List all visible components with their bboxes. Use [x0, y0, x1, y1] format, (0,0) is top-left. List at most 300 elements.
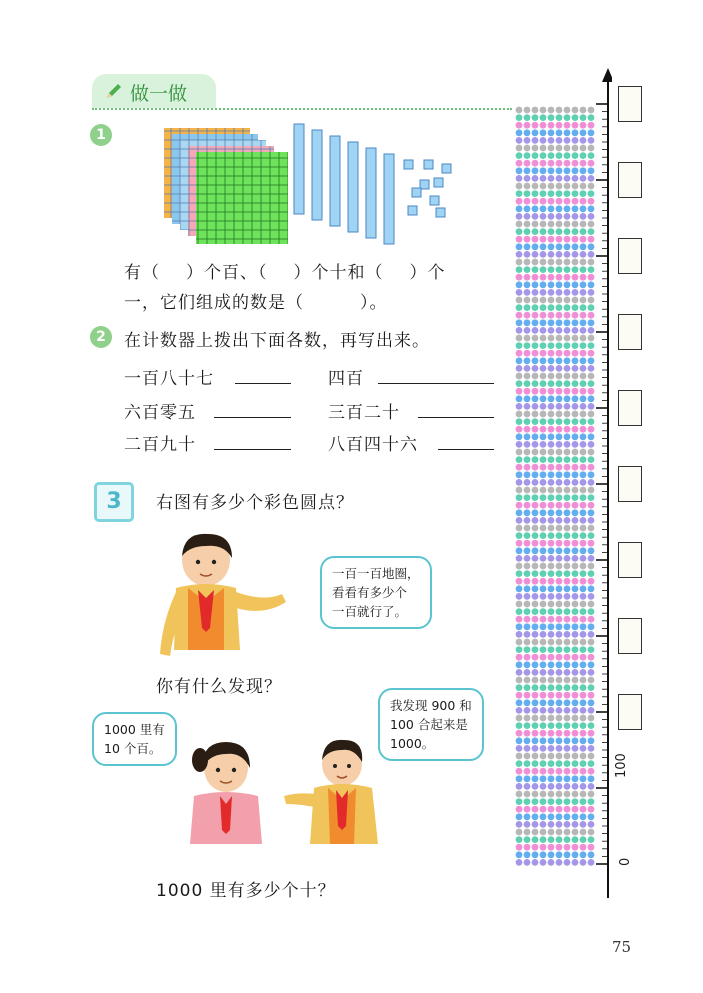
colored-dot [572, 753, 579, 760]
colored-dot [564, 547, 571, 554]
colored-dot [516, 859, 523, 866]
colored-dot [588, 365, 595, 372]
colored-dot [516, 380, 523, 387]
colored-dot [572, 730, 579, 737]
colored-dot [540, 281, 547, 288]
colored-dot [556, 783, 563, 790]
colored-dot [548, 677, 555, 684]
colored-dot [524, 198, 531, 205]
colored-dot [532, 745, 539, 752]
colored-dot [556, 449, 563, 456]
colored-dot [532, 411, 539, 418]
colored-dot [532, 707, 539, 714]
colored-dot [572, 167, 579, 174]
colored-dot [524, 639, 531, 646]
question-2-number: 2 [90, 326, 112, 348]
colored-dot [548, 122, 555, 129]
colored-dot [548, 661, 555, 668]
colored-dot [556, 768, 563, 775]
colored-dot [548, 836, 555, 843]
colored-dot [564, 471, 571, 478]
colored-dot [580, 395, 587, 402]
colored-dot [516, 745, 523, 752]
colored-dot [556, 821, 563, 828]
colored-dot [548, 297, 555, 304]
colored-dot [564, 532, 571, 539]
colored-dot [572, 129, 579, 136]
colored-dot [580, 692, 587, 699]
boy2-speech-bubble: 我发现 900 和 100 合起来是 1000。 [378, 688, 484, 761]
colored-dot [524, 547, 531, 554]
colored-dot [516, 798, 523, 805]
colored-dot [548, 532, 555, 539]
colored-dot [524, 593, 531, 600]
colored-dot [588, 266, 595, 273]
colored-dot [564, 464, 571, 471]
colored-dot [524, 129, 531, 136]
colored-dot [556, 137, 563, 144]
colored-dot [564, 365, 571, 372]
colored-dot [580, 639, 587, 646]
colored-dot [564, 631, 571, 638]
colored-dot [524, 555, 531, 562]
colored-dot [540, 859, 547, 866]
colored-dot [524, 753, 531, 760]
colored-dot [572, 631, 579, 638]
colored-dot [532, 555, 539, 562]
colored-dot [532, 859, 539, 866]
colored-dot [516, 593, 523, 600]
colored-dot [564, 167, 571, 174]
colored-dot [540, 357, 547, 364]
colored-dot [540, 593, 547, 600]
colored-dot [540, 380, 547, 387]
colored-dot [572, 722, 579, 729]
colored-dot [548, 844, 555, 851]
answer-line[interactable] [214, 417, 291, 418]
colored-dot [572, 707, 579, 714]
question-1-number: 1 [90, 124, 112, 146]
colored-dot [588, 464, 595, 471]
colored-dot [556, 677, 563, 684]
colored-dot [564, 768, 571, 775]
colored-dot [588, 570, 595, 577]
colored-dot [548, 737, 555, 744]
colored-dot [588, 107, 595, 114]
colored-dot [580, 502, 587, 509]
colored-dot [556, 570, 563, 577]
colored-dot [556, 775, 563, 782]
colored-dot [524, 677, 531, 684]
colored-dot [548, 304, 555, 311]
answer-line[interactable] [214, 449, 291, 450]
colored-dot [572, 798, 579, 805]
colored-dot [540, 502, 547, 509]
colored-dot [572, 494, 579, 501]
colored-dot [588, 715, 595, 722]
ruler-answer-box[interactable] [618, 390, 642, 426]
colored-dot [548, 167, 555, 174]
colored-dot [540, 570, 547, 577]
colored-dot [532, 175, 539, 182]
ruler-scale [596, 68, 612, 898]
colored-dot [564, 730, 571, 737]
colored-dot [532, 114, 539, 121]
colored-dot [564, 760, 571, 767]
ruler-answer-box[interactable] [618, 542, 642, 578]
colored-dot [580, 312, 587, 319]
ruler-answer-box[interactable] [618, 86, 642, 122]
colored-dot [524, 563, 531, 570]
colored-dot [556, 646, 563, 653]
colored-dot [548, 228, 555, 235]
colored-dot [588, 373, 595, 380]
colored-dot [588, 813, 595, 820]
colored-dot [548, 555, 555, 562]
colored-dot [580, 221, 587, 228]
colored-dot [588, 479, 595, 486]
colored-dot [516, 365, 523, 372]
colored-dot [548, 418, 555, 425]
ruler-answer-box[interactable] [618, 694, 642, 730]
colored-dot [588, 312, 595, 319]
colored-dot [588, 806, 595, 813]
colored-dot [572, 259, 579, 266]
colored-dot [588, 684, 595, 691]
colored-dot [532, 631, 539, 638]
colored-dot [524, 601, 531, 608]
colored-dot [556, 335, 563, 342]
colored-dot [588, 677, 595, 684]
colored-dot [580, 601, 587, 608]
colored-dot [572, 304, 579, 311]
colored-dot [540, 737, 547, 744]
colored-dot [572, 517, 579, 524]
colored-dot [580, 236, 587, 243]
colored-dot [588, 851, 595, 858]
ruler-answer-box[interactable] [618, 162, 642, 198]
colored-dot [572, 107, 579, 114]
colored-dot [532, 441, 539, 448]
colored-dot [556, 813, 563, 820]
colored-dot [572, 487, 579, 494]
colored-dot [532, 836, 539, 843]
colored-dot [572, 859, 579, 866]
colored-dot [556, 251, 563, 258]
colored-dot [580, 319, 587, 326]
colored-dot [580, 661, 587, 668]
colored-dot [572, 403, 579, 410]
colored-dot [572, 646, 579, 653]
colored-dot [564, 160, 571, 167]
colored-dot [548, 608, 555, 615]
colored-dot [532, 160, 539, 167]
colored-dot [580, 350, 587, 357]
colored-dot [516, 411, 523, 418]
colored-dot [556, 525, 563, 532]
colored-dot [572, 684, 579, 691]
colored-dot [540, 175, 547, 182]
colored-dot [572, 768, 579, 775]
colored-dot [580, 563, 587, 570]
colored-dot [532, 221, 539, 228]
colored-dot [556, 152, 563, 159]
colored-dot [532, 167, 539, 174]
final-question: 1000 里有多少个十？ [156, 881, 336, 901]
colored-dot [588, 661, 595, 668]
colored-dot [540, 494, 547, 501]
colored-dot [540, 813, 547, 820]
colored-dot [548, 449, 555, 456]
colored-dot [540, 646, 547, 653]
colored-dot [556, 327, 563, 334]
colored-dot [556, 517, 563, 524]
colored-dot [540, 395, 547, 402]
answer-line[interactable] [235, 383, 291, 384]
colored-dot [524, 517, 531, 524]
colored-dot [564, 350, 571, 357]
colored-dot [564, 616, 571, 623]
colored-dot [532, 297, 539, 304]
colored-dot [564, 289, 571, 296]
colored-dot [588, 251, 595, 258]
colored-dot [572, 737, 579, 744]
colored-dot [516, 183, 523, 190]
colored-dot [540, 585, 547, 592]
colored-dot [580, 122, 587, 129]
colored-dot [524, 608, 531, 615]
colored-dot [524, 623, 531, 630]
colored-dot [588, 327, 595, 334]
colored-dot [540, 836, 547, 843]
colored-dot [580, 259, 587, 266]
colored-dot [540, 433, 547, 440]
ruler-answer-box[interactable] [618, 314, 642, 350]
colored-dot [556, 806, 563, 813]
colored-dot [572, 145, 579, 152]
colored-dot [580, 798, 587, 805]
colored-dot [588, 692, 595, 699]
colored-dot [580, 175, 587, 182]
ruler-answer-box[interactable] [618, 238, 642, 274]
colored-dot [516, 570, 523, 577]
colored-dot [540, 768, 547, 775]
colored-dot [580, 525, 587, 532]
colored-dot [580, 616, 587, 623]
colored-dot [524, 107, 531, 114]
colored-dot [540, 114, 547, 121]
colored-dot [548, 380, 555, 387]
colored-dot [588, 601, 595, 608]
colored-dot [532, 266, 539, 273]
colored-dot [580, 411, 587, 418]
colored-dot [516, 563, 523, 570]
colored-dot [516, 198, 523, 205]
colored-dot [588, 441, 595, 448]
colored-dot [524, 836, 531, 843]
colored-dot [532, 623, 539, 630]
colored-dot [556, 487, 563, 494]
colored-dot [532, 715, 539, 722]
colored-dot [516, 768, 523, 775]
colored-dot [524, 411, 531, 418]
colored-dot [532, 335, 539, 342]
colored-dot [548, 760, 555, 767]
colored-dot [532, 813, 539, 820]
colored-dot [516, 243, 523, 250]
ruler-answer-box[interactable] [618, 466, 642, 502]
colored-dot [556, 563, 563, 570]
colored-dot [580, 722, 587, 729]
colored-dot [524, 418, 531, 425]
colored-dot [580, 281, 587, 288]
colored-dot [540, 563, 547, 570]
colored-dot [580, 365, 587, 372]
colored-dot [556, 160, 563, 167]
colored-dot [572, 243, 579, 250]
colored-dot [572, 319, 579, 326]
colored-dot [532, 517, 539, 524]
colored-dot [588, 654, 595, 661]
colored-dot [516, 388, 523, 395]
colored-dot [516, 692, 523, 699]
colored-dot [532, 205, 539, 212]
colored-dot [556, 601, 563, 608]
answer-line[interactable] [378, 383, 494, 384]
colored-dot [532, 775, 539, 782]
colored-dot [548, 251, 555, 258]
colored-dot [588, 517, 595, 524]
boy-speech-bubble: 一百一百地圈， 看看有多少个 一百就行了。 [320, 556, 432, 629]
colored-dot [588, 737, 595, 744]
colored-dot [540, 608, 547, 615]
colored-dot [532, 289, 539, 296]
colored-dot [580, 570, 587, 577]
colored-dot [564, 563, 571, 570]
colored-dot [540, 851, 547, 858]
colored-dot [548, 578, 555, 585]
colored-dot [516, 319, 523, 326]
colored-dot [524, 433, 531, 440]
colored-dot [580, 342, 587, 349]
colored-dot [588, 608, 595, 615]
colored-dot [588, 722, 595, 729]
colored-dot [532, 342, 539, 349]
answer-line[interactable] [438, 449, 494, 450]
colored-dot [564, 509, 571, 516]
colored-dot [556, 122, 563, 129]
colored-dot [540, 129, 547, 136]
colored-dot [580, 585, 587, 592]
colored-dot [564, 654, 571, 661]
colored-dot [540, 266, 547, 273]
colored-dot [580, 266, 587, 273]
colored-dot [516, 677, 523, 684]
colored-dot [524, 813, 531, 820]
colored-dot [556, 631, 563, 638]
colored-dot [516, 829, 523, 836]
colored-dot [540, 152, 547, 159]
colored-dot [532, 236, 539, 243]
colored-dot [556, 342, 563, 349]
colored-dot [516, 532, 523, 539]
colored-dot [564, 494, 571, 501]
colored-dot [564, 221, 571, 228]
colored-dot [588, 243, 595, 250]
colored-dot [580, 813, 587, 820]
colored-dot [540, 335, 547, 342]
colored-dot [516, 684, 523, 691]
colored-dot [524, 205, 531, 212]
colored-dot [588, 137, 595, 144]
colored-dot [588, 859, 595, 866]
colored-dot [564, 388, 571, 395]
base-ten-blocks-illustration [162, 122, 462, 247]
colored-dot [564, 844, 571, 851]
colored-dot [564, 608, 571, 615]
colored-dot [524, 509, 531, 516]
colored-dot [532, 494, 539, 501]
colored-dot [564, 403, 571, 410]
colored-dot [532, 426, 539, 433]
colored-dot [564, 373, 571, 380]
ruler-answer-box[interactable] [618, 618, 642, 654]
colored-dot [564, 342, 571, 349]
colored-dot [580, 152, 587, 159]
colored-dot [588, 707, 595, 714]
colored-dot [516, 601, 523, 608]
colored-dot [572, 350, 579, 357]
colored-dot [524, 304, 531, 311]
colored-dot [556, 129, 563, 136]
colored-dot [564, 851, 571, 858]
colored-dot [580, 578, 587, 585]
colored-dot [564, 684, 571, 691]
colored-dot [564, 487, 571, 494]
colored-dot [524, 722, 531, 729]
colored-dot [524, 327, 531, 334]
colored-dot [588, 145, 595, 152]
colored-dot [516, 555, 523, 562]
colored-dot [564, 190, 571, 197]
colored-dot [572, 821, 579, 828]
colored-dot [532, 251, 539, 258]
colored-dot [588, 228, 595, 235]
colored-dot [548, 547, 555, 554]
colored-dot [516, 395, 523, 402]
colored-dot [516, 487, 523, 494]
colored-dot [532, 829, 539, 836]
colored-dot [572, 297, 579, 304]
colored-dot [540, 319, 547, 326]
colored-dot [516, 114, 523, 121]
colored-dot [556, 411, 563, 418]
colored-dot [524, 487, 531, 494]
colored-dot [580, 760, 587, 767]
answer-line[interactable] [418, 417, 494, 418]
colored-dot [532, 760, 539, 767]
colored-dot [540, 221, 547, 228]
colored-dot [524, 114, 531, 121]
colored-dot [548, 494, 555, 501]
colored-dot [556, 274, 563, 281]
colored-dot [516, 821, 523, 828]
colored-dot [532, 798, 539, 805]
colored-dots-panel [515, 106, 595, 866]
colored-dot [556, 114, 563, 121]
colored-dot [588, 205, 595, 212]
colored-dot [572, 160, 579, 167]
